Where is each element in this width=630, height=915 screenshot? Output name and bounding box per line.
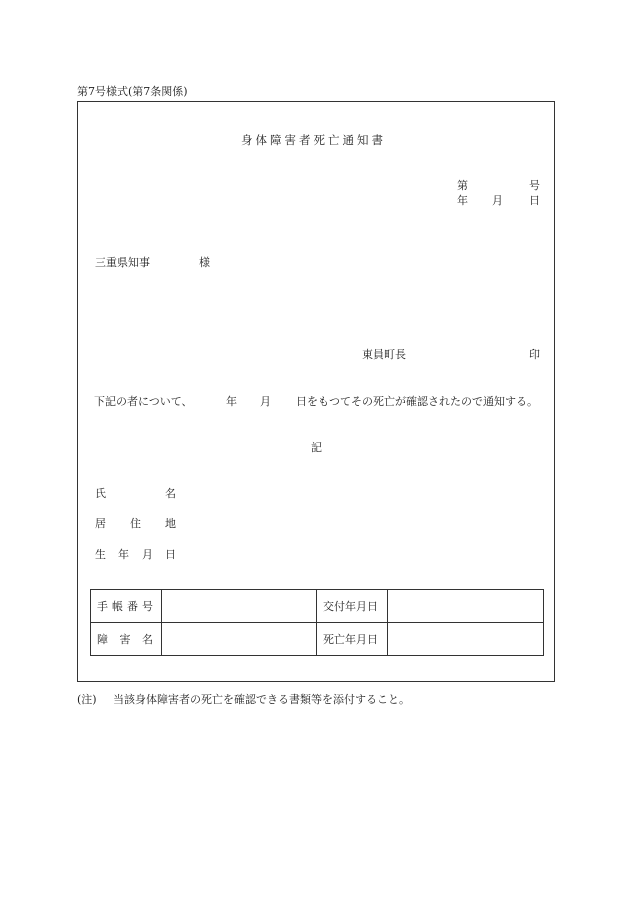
form-reference: 第7号様式(第7条関係) bbox=[77, 85, 188, 98]
field-birth-char: 年 bbox=[118, 548, 129, 561]
field-birth-char: 月 bbox=[142, 548, 153, 561]
disability-name-label bbox=[91, 623, 162, 656]
field-birth-char: 生 bbox=[95, 548, 106, 561]
document-title: 身体障害者死亡通知書 bbox=[241, 133, 386, 147]
number-dai: 第 bbox=[457, 179, 468, 192]
death-date-label: 死亡年月日 bbox=[317, 623, 388, 656]
label-char: 害 bbox=[119, 633, 131, 646]
issue-date-label: 交付年月日 bbox=[317, 590, 388, 623]
date-year: 年 bbox=[457, 194, 468, 207]
field-address-char: 住 bbox=[130, 517, 141, 530]
addressee-suffix: 様 bbox=[199, 256, 210, 269]
field-name-char: 氏 bbox=[95, 487, 106, 500]
table-row bbox=[91, 623, 544, 656]
issue-date-value[interactable] bbox=[388, 590, 544, 623]
body-month: 月 bbox=[260, 395, 271, 408]
table-row bbox=[91, 590, 544, 623]
label-char: 番 bbox=[127, 600, 138, 613]
seal-mark: 印 bbox=[529, 348, 540, 361]
note-label: (注) bbox=[77, 693, 97, 706]
field-address-char: 居 bbox=[95, 517, 106, 530]
number-go: 号 bbox=[529, 179, 540, 192]
info-table bbox=[90, 589, 544, 656]
body-prefix: 下記の者について、 bbox=[94, 395, 193, 408]
body-year: 年 bbox=[226, 395, 237, 408]
notebook-number-value[interactable] bbox=[162, 590, 317, 623]
body-suffix: 日をもつてその死亡が確認されたので通知する。 bbox=[296, 395, 538, 408]
addressee-name: 三重県知事 bbox=[95, 256, 150, 269]
field-name-char: 名 bbox=[165, 487, 176, 500]
ki-heading: 記 bbox=[311, 441, 322, 454]
sender-name: 東員町長 bbox=[362, 348, 406, 361]
label-char: 障 bbox=[97, 633, 108, 646]
label-char: 手 bbox=[97, 600, 108, 613]
date-month: 月 bbox=[492, 194, 503, 207]
label-char: 号 bbox=[142, 600, 153, 613]
note-text: 当該身体障害者の死亡を確認できる書類等を添付すること。 bbox=[113, 693, 410, 706]
field-birth-char: 日 bbox=[165, 548, 176, 561]
disability-name-value[interactable] bbox=[162, 623, 317, 656]
label-char: 帳 bbox=[112, 600, 123, 613]
notebook-number-label bbox=[91, 590, 162, 623]
label-char: 名 bbox=[142, 633, 153, 646]
field-address-char: 地 bbox=[165, 517, 176, 530]
date-day: 日 bbox=[529, 194, 540, 207]
death-date-value[interactable] bbox=[388, 623, 544, 656]
